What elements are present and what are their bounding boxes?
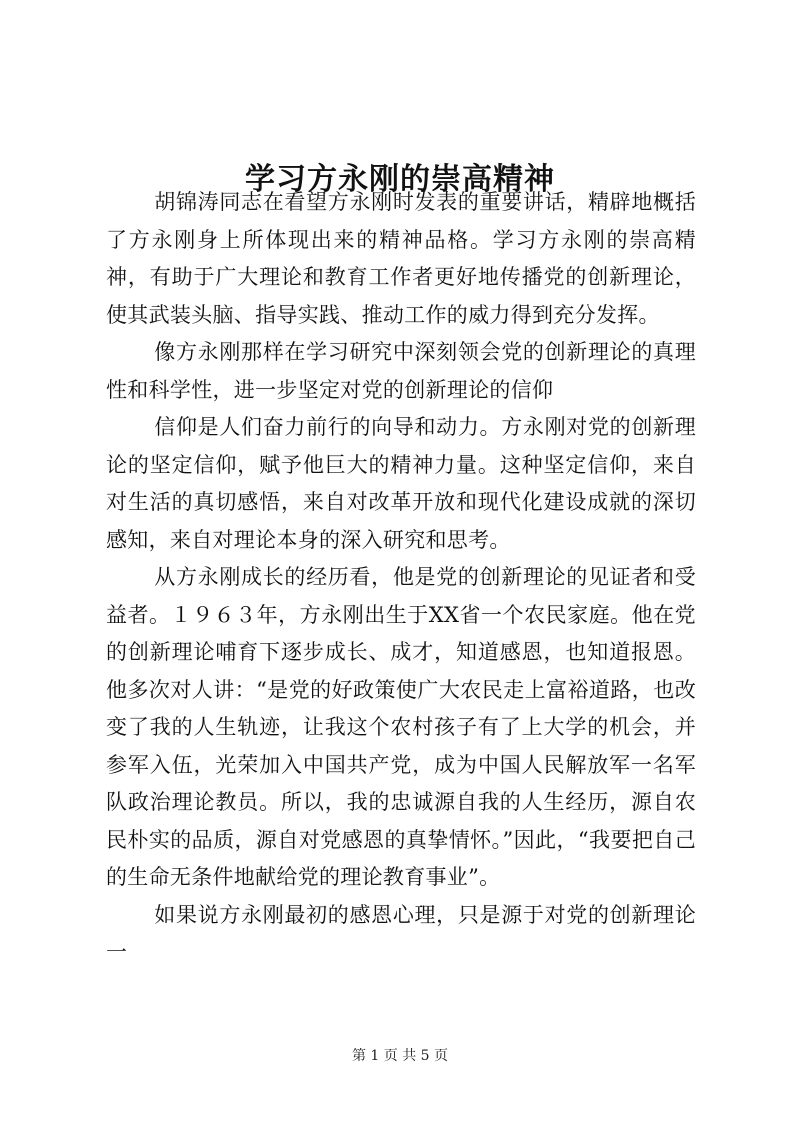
page-number-footer: 第 1 页 共 5 页 xyxy=(351,1048,449,1064)
paragraph-5: 如果说方永刚最初的感恩心理，只是源于对党的创新理论一 xyxy=(106,902,696,964)
paragraph-1: 胡锦涛同志在看望方永刚时发表的重要讲话，精辟地概括了方永刚身上所体现出来的精神品格。学习方永刚的崇高精神，有助于广大理论和教育工作者更好地传播党的创新理论，使其武装头脑、指导实践、推动工作的威力得到充分发挥。 xyxy=(106,190,696,327)
paragraph-2: 像方永刚那样在学习研究中深刻领会党的创新理论的真理性和科学性，进一步坚定对党的创新理论的信仰 xyxy=(106,340,696,402)
page-title: 学习方永刚的崇高精神 xyxy=(245,162,555,198)
paragraph-3: 信仰是人们奋力前行的向导和动力。方永刚对党的创新理论的坚定信仰，赋予他巨大的精神力量。这种坚定信仰，来自对生活的真切感悟，来自对改革开放和现代化建设成就的深切感知，来自对理论本身的深入研究和思考。 xyxy=(106,415,696,552)
paragraph-4: 从方永刚成长的经历看，他是党的创新理论的见证者和受益者。１９６３年，方永刚出生于XX省一个农民家庭。他在党的创新理论哺育下逐步成长、成才，知道感恩，也知道报恩。他多次对人讲：“是党的好政策使广大农民走上富裕道路，也改变了我的人生轨迹，让我这个农村孩子有了上大学的机会，并参军入伍，光荣加入中国共产党，成为中国人民解放军一名军队政治理论教员。所以，我的忠诚源自我的人生经历，源自农民朴实的品质，源自对党感恩的真挚情怀。”因此，“我要把自己的生命无条件地献给党的理论教育事业”。 xyxy=(106,565,696,889)
document-body xyxy=(106,184,696,972)
